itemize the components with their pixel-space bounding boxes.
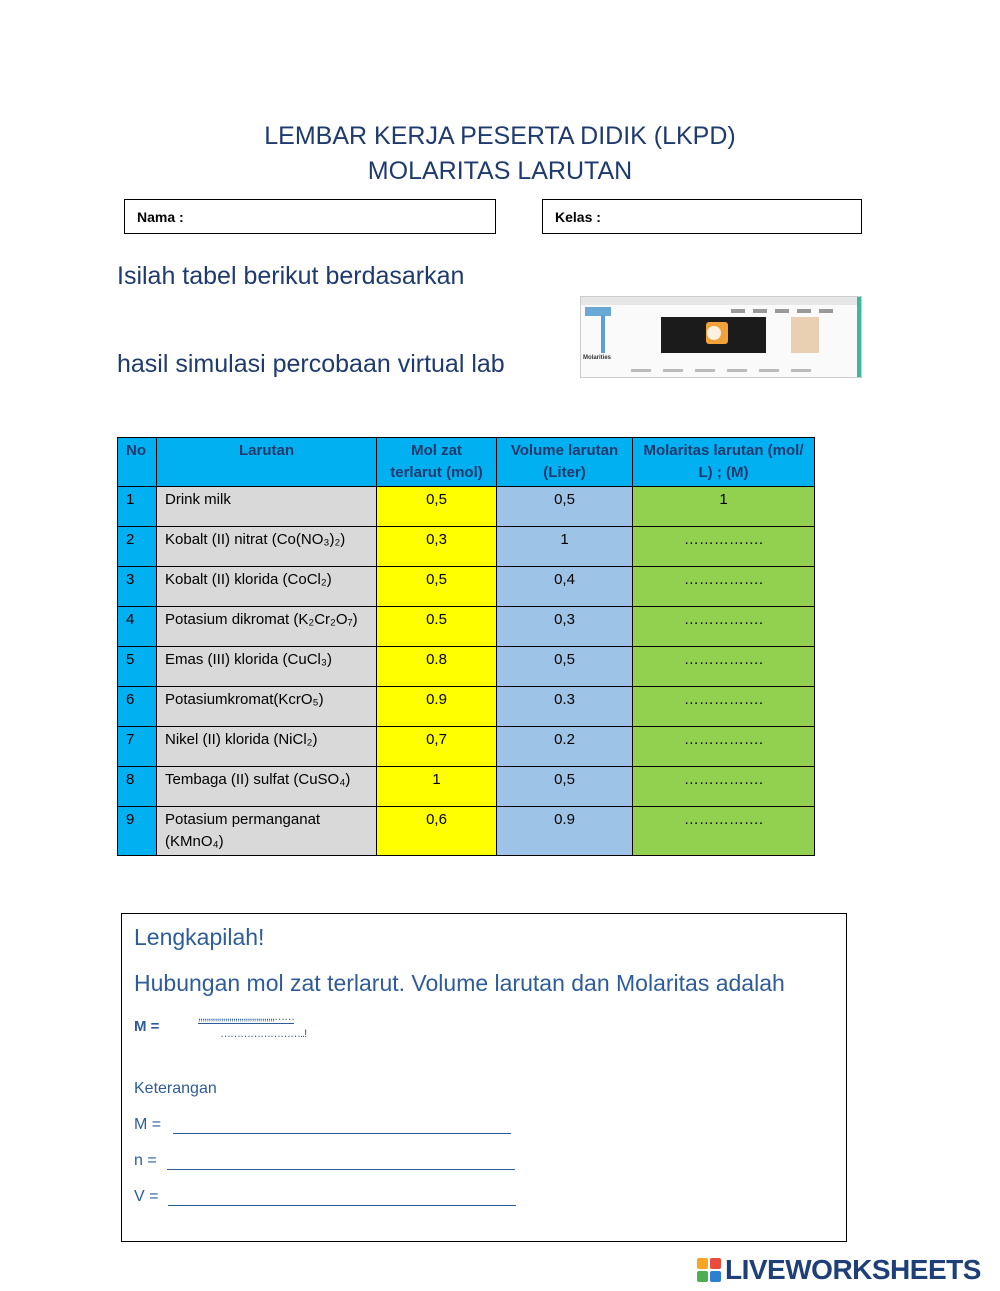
header-molaritas: Molaritas larutan (mol/ L) ; (M) xyxy=(633,438,815,487)
keterangan-m-label: M = xyxy=(134,1116,162,1133)
keterangan-label: Keterangan xyxy=(134,1080,217,1097)
completion-subtitle: Hubungan mol zat terlarut. Volume larutan dan Molaritas adalah xyxy=(134,970,785,996)
table-row xyxy=(118,567,815,607)
instruction-line1: Isilah tabel berikut berdasarkan xyxy=(117,262,465,290)
cell-larutan: Potasiumkromat(KcrO₅) xyxy=(157,687,377,727)
nama-label: Nama : xyxy=(137,209,184,225)
table-row xyxy=(118,807,815,856)
cell-mol: 0,6 xyxy=(377,807,497,856)
cell-larutan: Nikel (II) klorida (NiCl₂) xyxy=(157,727,377,767)
answer-input[interactable]: ……………. xyxy=(633,687,815,727)
formula-denominator-blank[interactable]: ……………………..! xyxy=(220,1028,307,1040)
answer-input[interactable]: ……………. xyxy=(633,567,815,607)
cell-no: 6 xyxy=(118,687,157,727)
browser-bar xyxy=(581,297,861,305)
side-stripe xyxy=(857,297,861,377)
table-header-row xyxy=(118,438,815,487)
cell-no: 7 xyxy=(118,727,157,767)
cell-volume: 0.3 xyxy=(497,687,633,727)
keterangan-n-label: n = xyxy=(134,1152,157,1169)
phet-logo xyxy=(585,307,611,316)
sim-title: Molarities xyxy=(583,355,612,361)
cell-volume: 0,4 xyxy=(497,567,633,607)
answer-input[interactable]: ……………. xyxy=(633,767,815,807)
page-title-line1: LEMBAR KERJA PESERTA DIDIK (LKPD) xyxy=(264,122,736,150)
cell-larutan: Emas (III) klorida (CuCl₃) xyxy=(157,647,377,687)
cell-mol: 0,5 xyxy=(377,567,497,607)
cell-larutan: Tembaga (II) sulfat (CuSO₄) xyxy=(157,767,377,807)
cell-no: 3 xyxy=(118,567,157,607)
sim-tabs xyxy=(631,369,811,372)
table-row xyxy=(118,487,815,527)
cell-larutan: Kobalt (II) klorida (CoCl₂) xyxy=(157,567,377,607)
cell-volume: 0.9 xyxy=(497,807,633,856)
cell-mol: 0,5 xyxy=(377,487,497,527)
play-icon xyxy=(707,326,721,340)
nama-input[interactable] xyxy=(188,208,452,226)
answer-input[interactable]: ……………. xyxy=(633,527,815,567)
cell-larutan: Potasium permanganat (KMnO₄) xyxy=(157,807,377,856)
table-row xyxy=(118,647,815,687)
phet-simulation-thumbnail xyxy=(580,296,862,378)
cell-mol: 0.5 xyxy=(377,607,497,647)
table-row xyxy=(118,727,815,767)
liveworksheets-logo xyxy=(697,1256,981,1284)
nama-field[interactable] xyxy=(124,199,496,234)
cell-mol: 0.8 xyxy=(377,647,497,687)
kelas-label: Kelas : xyxy=(555,209,601,225)
cell-volume: 0,3 xyxy=(497,607,633,647)
answer-input[interactable]: ……………. xyxy=(633,607,815,647)
completion-box xyxy=(121,913,847,1242)
page-title-line2: MOLARITAS LARUTAN xyxy=(367,157,633,185)
brand-blocks-icon xyxy=(697,1258,721,1282)
keterangan-row-v xyxy=(134,1188,516,1206)
keterangan-v-blank[interactable] xyxy=(168,1191,516,1206)
cell-larutan: Drink milk xyxy=(157,487,377,527)
nav-links xyxy=(731,309,841,313)
keterangan-v-label: V = xyxy=(134,1188,159,1205)
keterangan-n-blank[interactable] xyxy=(167,1155,515,1170)
formula-numerator-blank[interactable]: ,,,,,,,,,,,,,,,,,,,,,,,,,,,,,,,,,,,,,…… xyxy=(198,1011,295,1023)
blurred-panel xyxy=(791,317,819,353)
cell-volume: 0,5 xyxy=(497,487,633,527)
answer-input[interactable]: ……………. xyxy=(633,727,815,767)
cell-molaritas: 1 xyxy=(633,487,815,527)
answer-input[interactable]: ……………. xyxy=(633,807,815,856)
table-row xyxy=(118,687,815,727)
cell-mol: 1 xyxy=(377,767,497,807)
cell-larutan: Potasium dikromat (K₂Cr₂O₇) xyxy=(157,607,377,647)
cell-no: 1 xyxy=(118,487,157,527)
formula-m-label: M = xyxy=(134,1018,160,1035)
cell-no: 8 xyxy=(118,767,157,807)
cell-no: 2 xyxy=(118,527,157,567)
cell-larutan: Kobalt (II) nitrat (Co(NO₃)₂) xyxy=(157,527,377,567)
answer-input[interactable]: ……………. xyxy=(633,647,815,687)
cell-no: 5 xyxy=(118,647,157,687)
cell-volume: 0,5 xyxy=(497,767,633,807)
cell-mol: 0.9 xyxy=(377,687,497,727)
cell-no: 9 xyxy=(118,807,157,856)
header-mol: Mol zat terlarut (mol) xyxy=(377,438,497,487)
table-row xyxy=(118,607,815,647)
slider-graphic xyxy=(601,315,605,353)
cell-volume: 0,5 xyxy=(497,647,633,687)
cell-volume: 1 xyxy=(497,527,633,567)
cell-mol: 0,3 xyxy=(377,527,497,567)
cell-no: 4 xyxy=(118,607,157,647)
keterangan-m-blank[interactable] xyxy=(173,1119,511,1134)
table-row xyxy=(118,767,815,807)
instruction-line2: hasil simulasi percobaan virtual lab xyxy=(117,350,505,378)
header-larutan: Larutan xyxy=(157,438,377,487)
molarity-table xyxy=(117,437,815,856)
cell-mol: 0,7 xyxy=(377,727,497,767)
kelas-input[interactable] xyxy=(605,208,809,226)
cell-volume: 0.2 xyxy=(497,727,633,767)
keterangan-row-n xyxy=(134,1152,515,1170)
table-row xyxy=(118,527,815,567)
completion-title: Lengkapilah! xyxy=(134,924,265,950)
header-volume: Volume larutan (Liter) xyxy=(497,438,633,487)
brand-name: LIVEWORKSHEETS xyxy=(725,1254,981,1285)
header-no: No xyxy=(118,438,157,487)
kelas-field[interactable] xyxy=(542,199,862,234)
keterangan-row-m xyxy=(134,1116,511,1134)
